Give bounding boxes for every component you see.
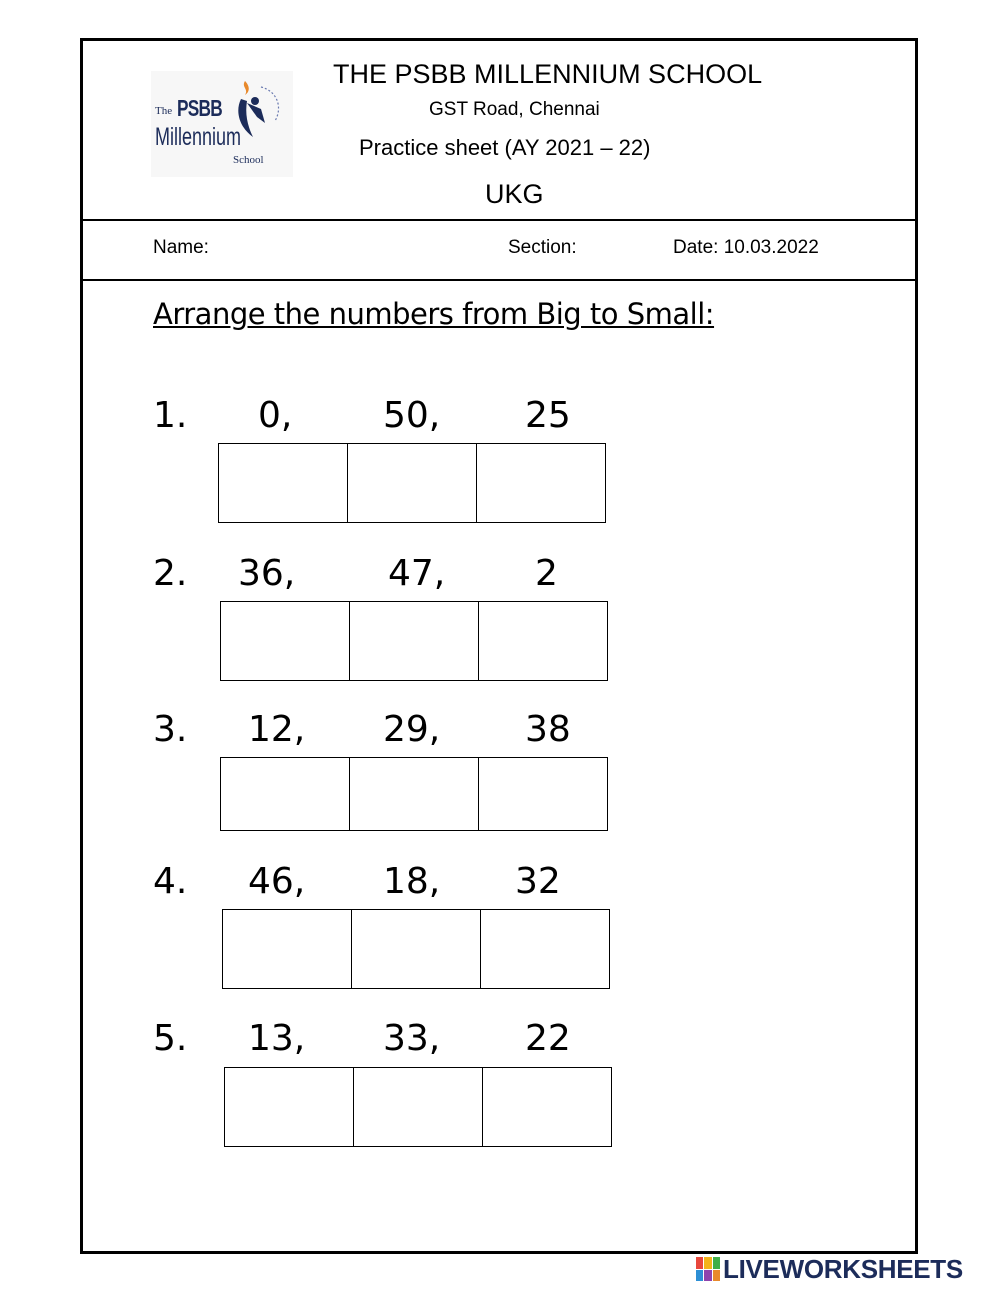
answer-box[interactable] (476, 443, 606, 523)
liveworksheets-brand (696, 1254, 963, 1284)
answer-box[interactable] (218, 443, 348, 523)
sheet-title: Practice sheet (AY 2021 – 22) (359, 135, 651, 160)
logo-text-psbb: PSBB (177, 95, 222, 121)
school-name: THE PSBB MILLENNIUM SCHOOL (333, 59, 763, 89)
liveworksheets-wordmark: LIVEWORKSHEETS (723, 1253, 963, 1284)
logo-text-millennium: Millennium (155, 123, 242, 151)
logo-text-school: School (233, 154, 264, 166)
fields-divider (83, 279, 915, 281)
question-1-value-1: 0, (258, 395, 293, 436)
answer-box[interactable] (220, 757, 350, 831)
answer-box[interactable] (480, 909, 610, 989)
grade-label: UKG (485, 179, 544, 209)
question-1-number: 1. (153, 395, 188, 436)
question-5-value-1: 13, (248, 1018, 306, 1059)
answer-box[interactable] (349, 757, 479, 831)
question-2-value-3: 2 (535, 553, 558, 594)
answer-box[interactable] (353, 1067, 483, 1147)
header-divider (83, 219, 915, 221)
question-2-value-1: 36, (238, 553, 296, 594)
logo-text-the: The (155, 105, 173, 117)
answer-box[interactable] (220, 601, 350, 681)
question-4-value-2: 18, (383, 861, 441, 902)
question-2-answer-boxes (221, 601, 608, 681)
liveworksheets-logo-icon (696, 1257, 720, 1281)
question-2-number: 2. (153, 553, 188, 594)
question-5-value-3: 22 (525, 1018, 571, 1059)
question-4-number: 4. (153, 861, 188, 902)
question-3-value-2: 29, (383, 709, 441, 750)
question-3-value-1: 12, (248, 709, 306, 750)
answer-box[interactable] (347, 443, 477, 523)
question-5-value-2: 33, (383, 1018, 441, 1059)
question-1-value-3: 25 (525, 395, 571, 436)
question-3-answer-boxes (221, 757, 608, 831)
answer-box[interactable] (222, 909, 352, 989)
name-field-label: Name: (153, 237, 209, 258)
answer-box[interactable] (478, 757, 608, 831)
question-5-answer-boxes (225, 1067, 612, 1147)
answer-box[interactable] (224, 1067, 354, 1147)
instruction-heading: Arrange the numbers from Big to Small: (153, 297, 715, 331)
answer-box[interactable] (478, 601, 608, 681)
worksheet-page (80, 38, 918, 1254)
answer-box[interactable] (482, 1067, 612, 1147)
answer-box[interactable] (349, 601, 479, 681)
question-3-number: 3. (153, 709, 188, 750)
question-1-answer-boxes (219, 443, 606, 523)
school-address: GST Road, Chennai (429, 99, 600, 120)
question-1-value-2: 50, (383, 395, 441, 436)
question-4-value-3: 32 (515, 861, 561, 902)
school-logo (151, 71, 293, 177)
question-2-value-2: 47, (388, 553, 446, 594)
section-field-label: Section: (508, 237, 577, 258)
date-label: Date: 10.03.2022 (673, 237, 819, 258)
question-4-value-1: 46, (248, 861, 306, 902)
answer-box[interactable] (351, 909, 481, 989)
question-3-value-3: 38 (525, 709, 571, 750)
question-4-answer-boxes (223, 909, 610, 989)
question-5-number: 5. (153, 1018, 188, 1059)
